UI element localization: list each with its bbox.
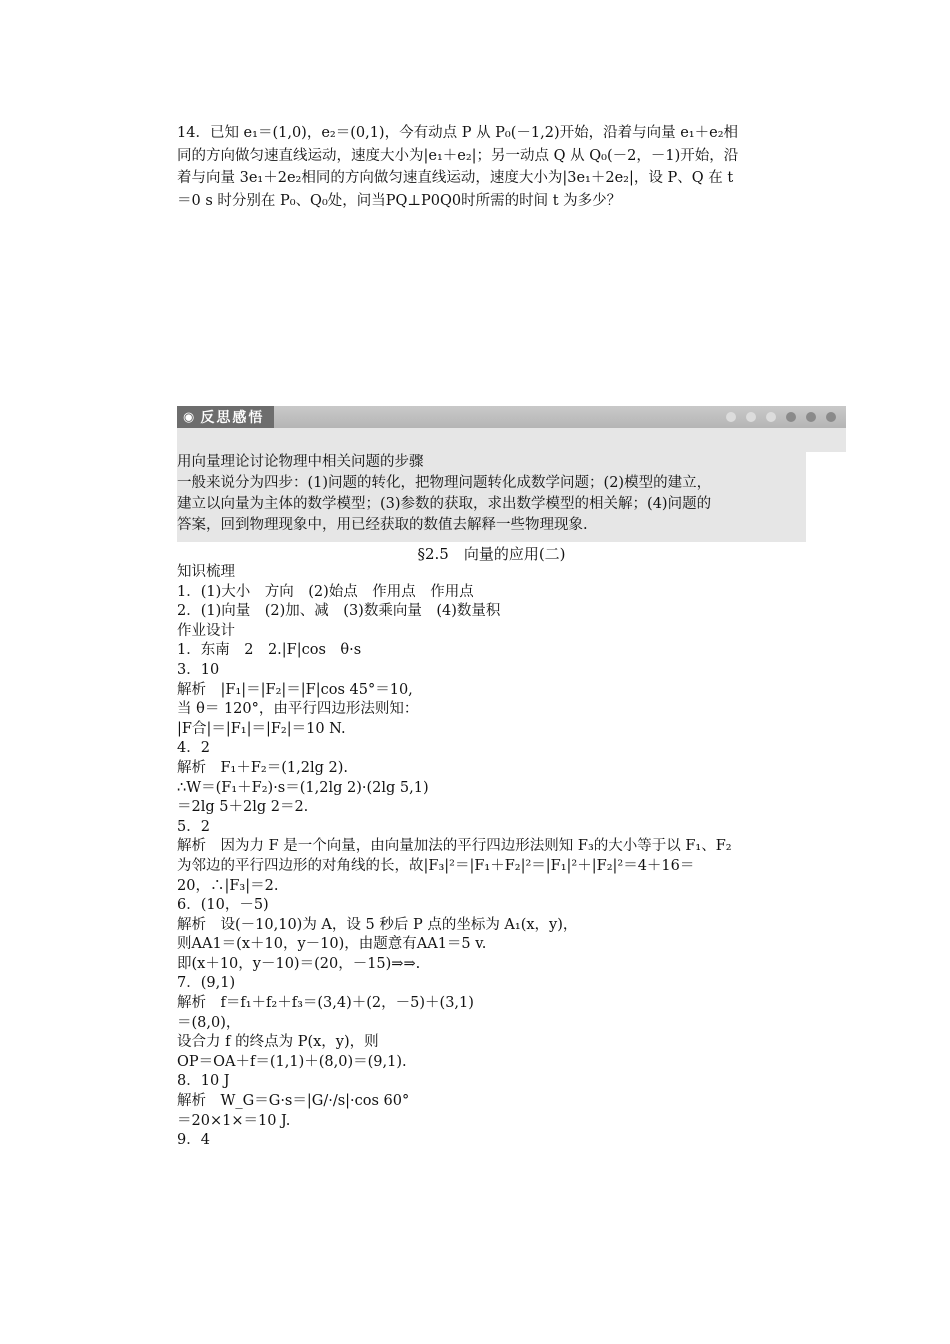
answer-line: 8．10 J — [177, 1073, 230, 1090]
reflection-title: 反思感悟 — [200, 410, 265, 426]
answer-line: 解析 F₁＋F₂＝(1,2lg 2). — [177, 759, 348, 776]
answer-line: OP＝OA＋f＝(1,1)＋(8,0)＝(9,1). — [177, 1053, 407, 1070]
answer-line: 解析 因为力 F 是一个向量，由向量加法的平行四边形法则知 F₃的大小等于以 F₁、F₂ — [177, 838, 732, 855]
problem-14 — [177, 122, 807, 212]
reflection-summary — [177, 452, 806, 542]
answer-line: 当 θ＝ 120°，由平行四边形法则知： — [177, 701, 419, 718]
answer-line: 即(x＋10，y－10)＝(20，－15)⇒⇒. — [177, 955, 421, 972]
problem-line: 着与向量 3e₁＋2e₂相同的方向做匀速直线运动，速度大小为|3e₁＋2e₂|，设 P、Q 在 t — [177, 170, 734, 186]
answer-line: 4．2 — [177, 740, 210, 757]
answer-line: 7．(9,1) — [177, 975, 236, 992]
answer-line: 解析 f＝f₁＋f₂＋f₃＝(3,4)＋(2，－5)＋(3,1) — [177, 995, 474, 1012]
problem-line: ＝0 s 时分别在 P₀、Q₀处，问当PQ⊥P0Q0时所需的时间 t 为多少？ — [177, 192, 622, 209]
answer-line: ∴W＝(F₁＋F₂)·s＝(1,2lg 2)·(2lg 5,1) — [177, 779, 429, 796]
answer-line: 2．(1)向量 (2)加、减 (3)数乘向量 (4)数量积 — [177, 603, 501, 620]
answer-line: 3．10 — [177, 661, 220, 678]
target-bullet-icon: ◉ — [183, 409, 195, 425]
answer-line: 1．(1)大小 方向 (2)始点 作用点 作用点 — [177, 583, 474, 600]
answer-line: 1．东南 2 2.|F|cos θ·s — [177, 642, 362, 659]
section-title: §2.5 向量的应用(二) — [417, 545, 566, 563]
dot-icon — [726, 412, 736, 422]
answer-line: 解析 W_G＝G·s＝|G/·/s|·cos 60° — [177, 1093, 410, 1110]
answer-line: 20，∴|F₃|＝2. — [177, 877, 279, 894]
answer-line: 为邻边的平行四边形的对角线的长，故|F₃|²＝|F₁＋F₂|²＝|F₁|²＋|F₂|²＝4＋16＝ — [177, 857, 695, 874]
answer-line: ＝2lg 5＋2lg 2＝2. — [177, 799, 309, 816]
decorative-dots — [726, 412, 846, 422]
summary-line: 一般来说分为四步：(1)问题的转化，把物理问题转化成数学问题；(2)模型的建立， — [177, 475, 712, 491]
answer-line: 作业设计 — [177, 622, 235, 639]
answer-line: ＝(8,0)， — [177, 1014, 241, 1031]
answer-line: 则AA1＝(x＋10，y－10)，由题意有AA1＝5 v. — [177, 936, 487, 953]
answer-line: |F合|＝|F₁|＝|F₂|＝10 N. — [177, 720, 346, 737]
problem-line: 同的方向做匀速直线运动，速度大小为|e₁＋e₂|；另一动点 Q 从 Q₀(－2，－1)开始，沿 — [177, 147, 739, 164]
dot-icon — [766, 412, 776, 422]
answer-line: 5．2 — [177, 818, 210, 835]
answer-line: 解析 |F₁|＝|F₂|＝|F|cos 45°＝10, — [177, 681, 413, 698]
answer-line: 6．(10，－5) — [177, 897, 269, 914]
reflection-header-band — [177, 428, 846, 452]
answer-line: 9．4 — [177, 1132, 210, 1149]
dot-icon — [806, 412, 816, 422]
summary-line: 建立以向量为主体的数学模型；(3)参数的获取，求出数学模型的相关解；(4)问题的 — [177, 496, 712, 512]
answer-line: 设合力 f 的终点为 P(x，y)，则 — [177, 1034, 379, 1051]
summary-line: 用向量理论讨论物理中相关问题的步骤 — [177, 454, 424, 470]
answer-line: ＝20×1×＝10 J. — [177, 1112, 291, 1129]
dot-icon — [786, 412, 796, 422]
reflection-header-bar — [177, 406, 846, 428]
answer-section — [177, 563, 807, 1151]
problem-line: 14．已知 e₁＝(1,0)，e₂＝(0,1)，今有动点 P 从 P₀(－1,2)开始，沿着与向量 e₁＋e₂相 — [177, 125, 739, 141]
dot-icon — [826, 412, 836, 422]
reflection-tag — [177, 406, 274, 428]
dot-icon — [746, 412, 756, 422]
answer-line: 知识梳理 — [177, 564, 235, 580]
summary-line: 答案，回到物理现象中，用已经获取的数值去解释一些物理现象. — [177, 517, 588, 533]
answer-line: 解析 设(－10,10)为 A，设 5 秒后 P 点的坐标为 A₁(x，y)， — [177, 916, 578, 933]
